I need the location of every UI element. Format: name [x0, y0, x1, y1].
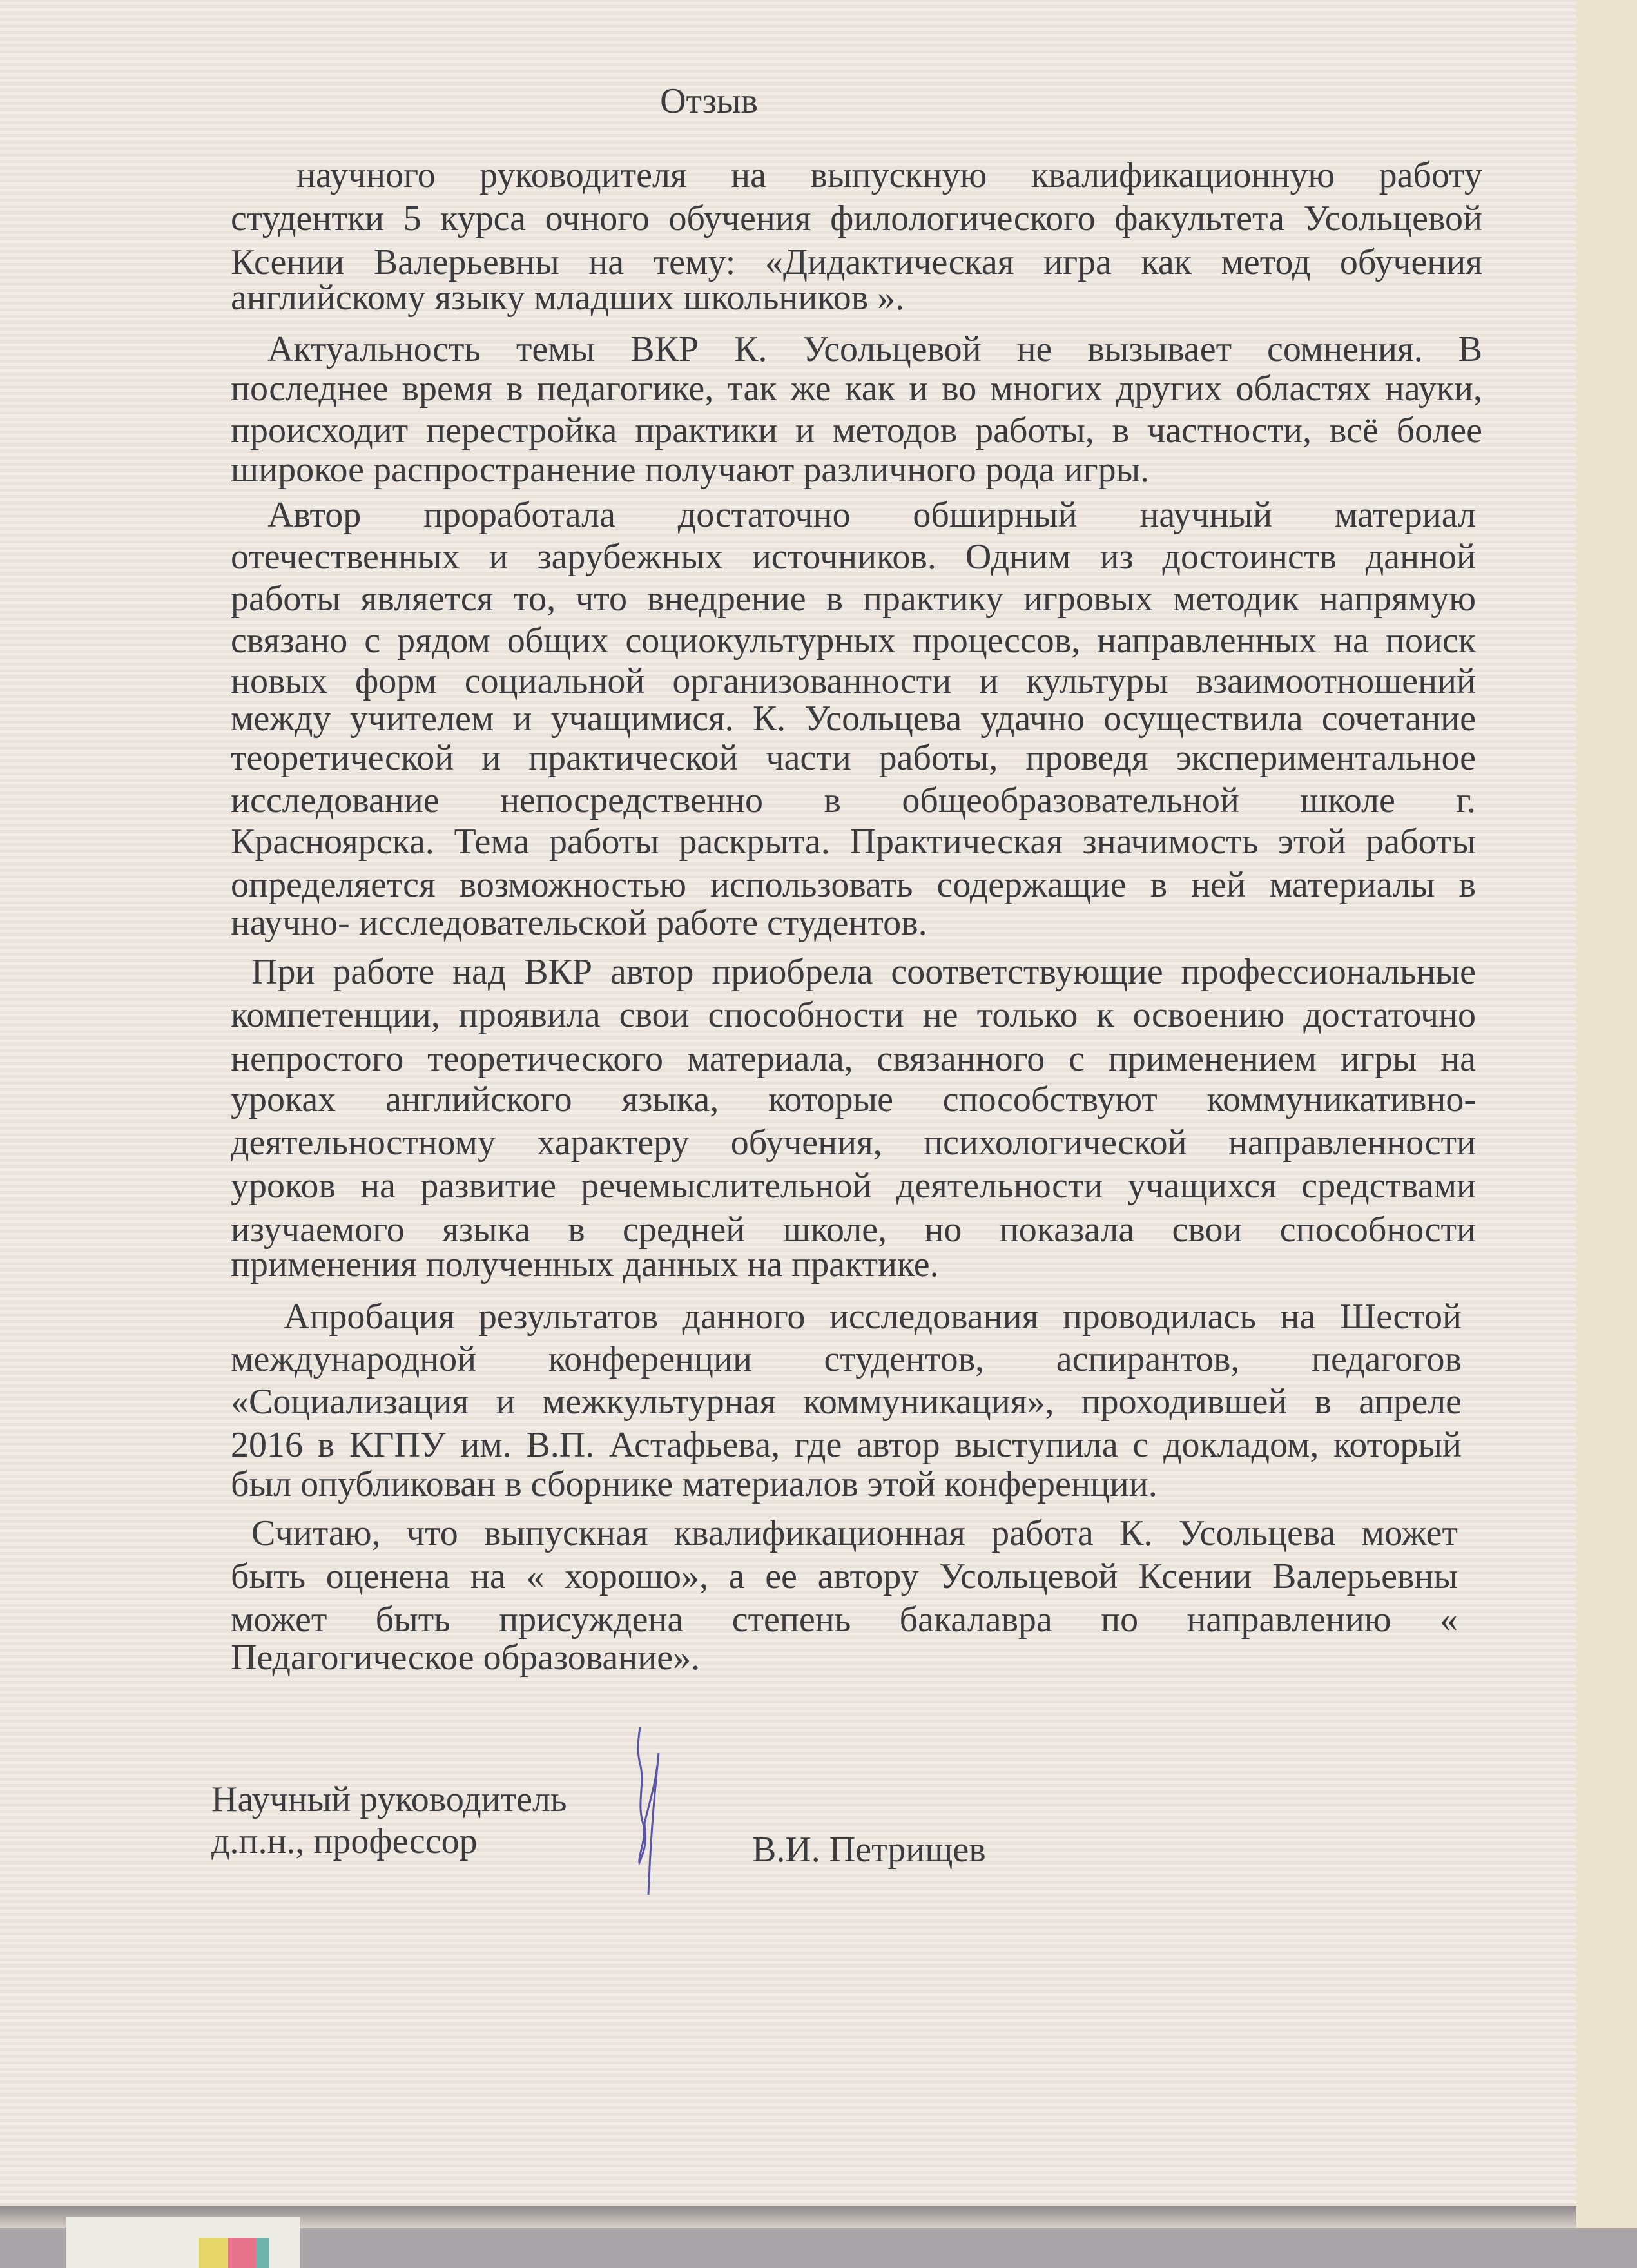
- document-title: Отзыв: [660, 81, 758, 121]
- text-line: деятельностному характеру обучения, психологической направленности: [231, 1123, 1476, 1163]
- text-line: уроков на развитие речемыслительной деятельности учащихся средствами: [231, 1166, 1476, 1206]
- text-line: последнее время в педагогике, так же как и во многих других областях науки,: [231, 369, 1482, 409]
- text-line: 2016 в КГПУ им. В.П. Астафьева, где автор выступила с докладом, который: [231, 1425, 1462, 1465]
- text-line: применения полученных данных на практике.: [231, 1245, 939, 1284]
- signer-name: В.И. Петрищев: [752, 1830, 986, 1870]
- text-line: происходит перестройка практики и методов работы, в частности, всё более: [231, 411, 1482, 451]
- text-line: Апробация результатов данного исследования проводилась на Шестой: [284, 1297, 1462, 1337]
- text-line: изучаемого языка в средней школе, но показала свои способности: [231, 1210, 1476, 1250]
- text-line: определяется возможностью использовать содержащие в ней материалы в: [231, 865, 1476, 905]
- text-line: работы является то, что внедрение в практику игровых методик напрямую: [231, 579, 1476, 619]
- text-line: «Социализация и межкультурная коммуникация», проходившей в апреле: [231, 1382, 1462, 1422]
- text-line: быть оценена на « хорошо», а ее автору Усольцевой Ксении Валерьевны: [231, 1556, 1458, 1596]
- signer-degree: д.п.н., профессор: [211, 1821, 478, 1861]
- text-line: новых форм социальной организованности и культуры взаимоотношений: [231, 661, 1476, 701]
- text-line: компетенции, проявила свои способности не только к освоению достаточно: [231, 995, 1476, 1035]
- teal-stripe: [256, 2238, 269, 2268]
- text-line: При работе над ВКР автор приобрела соответствующие профессиональные: [251, 952, 1476, 992]
- text-line: связано с рядом общих социокультурных процессов, направленных на поиск: [231, 621, 1476, 661]
- text-line: отечественных и зарубежных источников. Одним из достоинств данной: [231, 537, 1476, 577]
- pink-stripe: [228, 2238, 256, 2268]
- text-line: Красноярска. Тема работы раскрыта. Практическая значимость этой работы: [231, 822, 1476, 862]
- text-line: Педагогическое образование».: [231, 1638, 701, 1678]
- scanner-edge: [1576, 0, 1637, 2228]
- text-line: Актуальность темы ВКР К. Усольцевой не вызывает сомнения. В: [267, 329, 1482, 369]
- text-line: научно- исследовательской работе студентов.: [231, 903, 927, 943]
- text-line: исследование непосредственно в общеобразовательной школе г.: [231, 780, 1476, 820]
- text-line: международной конференции студентов, аспирантов, педагогов: [231, 1339, 1462, 1379]
- yellow-stripe: [199, 2238, 228, 2268]
- text-line: Автор проработала достаточно обширный научный материал: [267, 495, 1476, 535]
- text-line: непростого теоретического материала, связанного с применением игры на: [231, 1039, 1476, 1079]
- text-line: студентки 5 курса очного обучения филологического факультета Усольцевой: [231, 199, 1482, 238]
- signer-role: Научный руководитель: [211, 1779, 567, 1819]
- text-line: теоретической и практической части работы, проведя экспериментальное: [231, 738, 1476, 778]
- text-line: может быть присуждена степень бакалавра по направлению «: [231, 1600, 1458, 1640]
- text-line: был опубликован в сборнике материалов этой конференции.: [231, 1464, 1158, 1504]
- text-line: широкое распространение получают различного рода игры.: [231, 450, 1150, 490]
- text-line: Ксении Валерьевны на тему: «Дидактическая игра как метод обучения: [231, 242, 1482, 282]
- text-line: уроках английского языка, которые способствуют коммуникативно-: [231, 1080, 1476, 1119]
- handwritten-signature: [619, 1727, 696, 1895]
- text-line: между учителем и учащимися. К. Усольцева удачно осуществила сочетание: [231, 699, 1476, 739]
- text-line: Считаю, что выпускная квалификационная работа К. Усольцева может: [251, 1513, 1458, 1553]
- text-line: научного руководителя на выпускную квалификационную работу: [296, 155, 1482, 195]
- text-line: английскому языку младших школьников ».: [231, 278, 905, 318]
